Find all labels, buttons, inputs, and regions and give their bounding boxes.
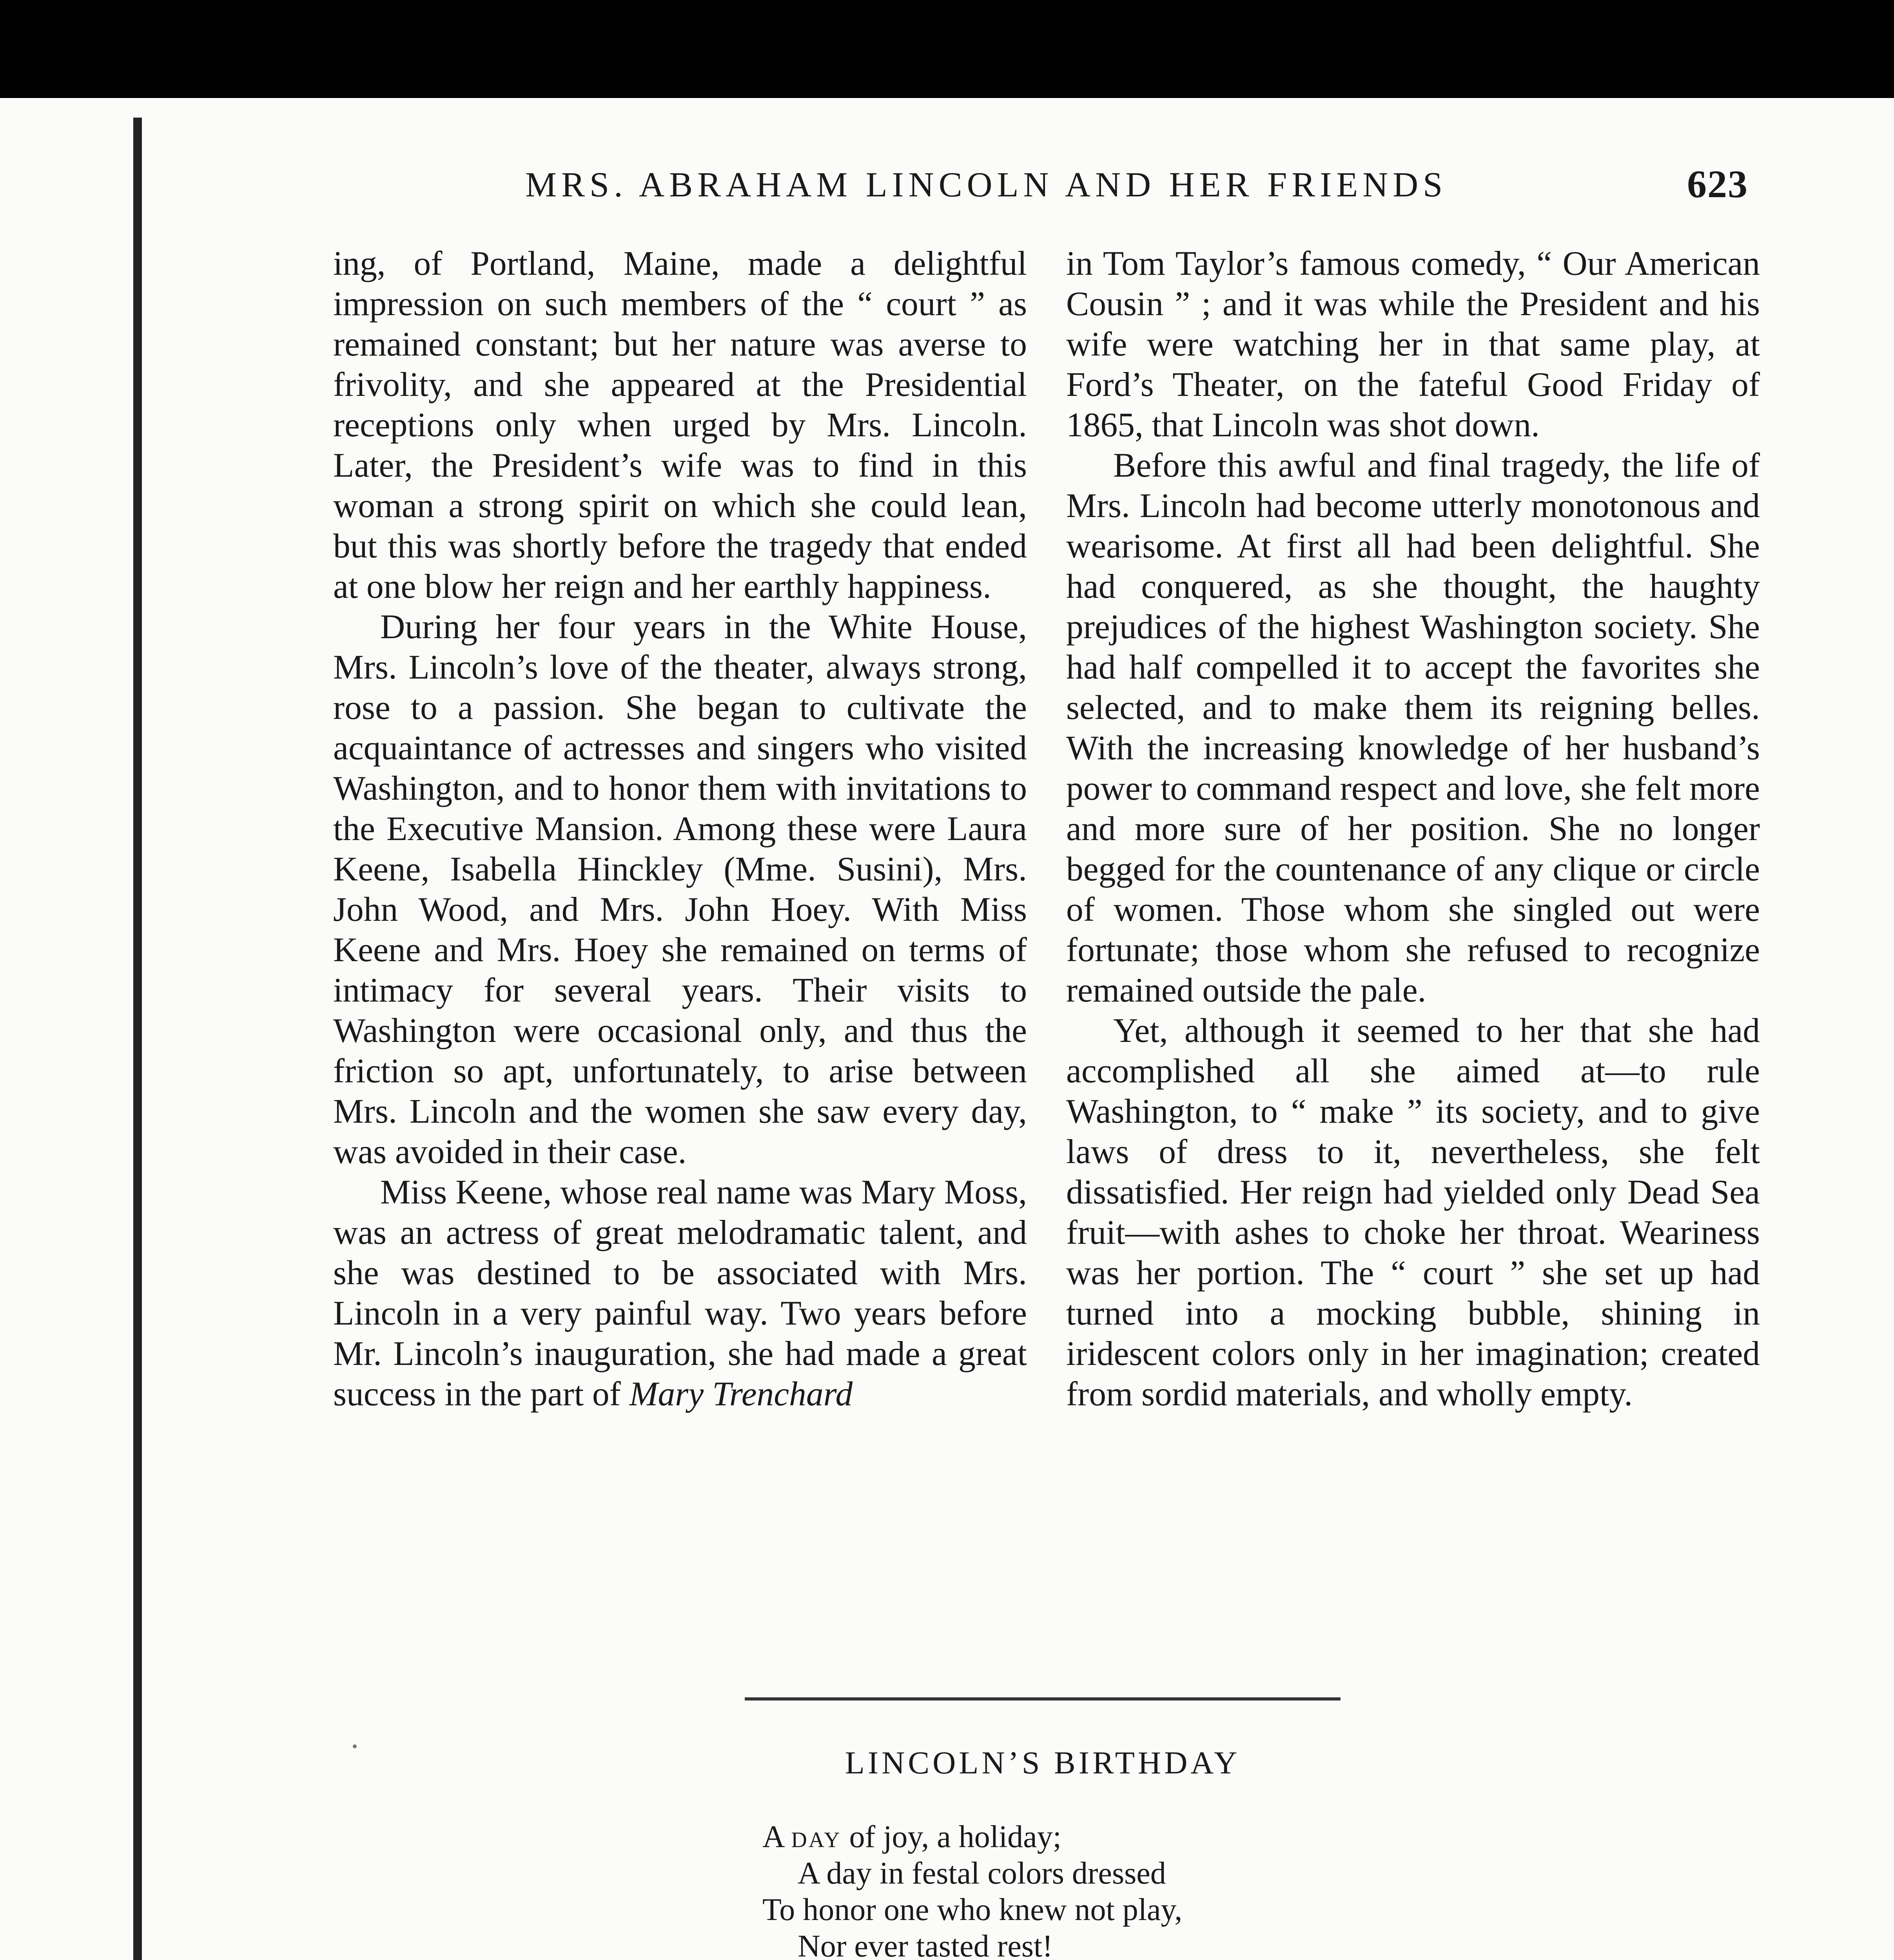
scan-top-border <box>0 0 1894 98</box>
poem-line: To honor one who knew not play, <box>762 1893 1183 1927</box>
binding-edge <box>133 118 142 1960</box>
page-number: 623 <box>1687 162 1748 206</box>
poem-line: Nor ever tasted rest! <box>798 1929 1053 1960</box>
paragraph: ing, of Portland, Maine, made a delightful impression on such members of the “ court ” as remained constant; but her nature was averse to frivolity, and she appeared at the Presidential receptions only when urged by Mrs. Lincoln. Later, the President’s wife was to find in this woman a strong spirit on which she could lean, but this was shortly before the tragedy that ended at one blow her reign and her earthly happiness. <box>333 244 1027 605</box>
poem-line: A day in festal colors dressed <box>798 1856 1166 1891</box>
stanza <box>762 1819 1703 1960</box>
book-page <box>0 98 1894 1960</box>
poem-text: of joy, a holiday; <box>841 1820 1061 1854</box>
poem <box>762 1819 1703 1960</box>
paragraph: Yet, although it seemed to her that she had accomplished all she aimed at—to rule Washington, to “ make ” its society, and to give laws of dress to it, nevertheless, she felt dissatisfied. Her reign had yielded only Dead Sea fruit—with ashes to choke her throat. Weariness was her portion. The “ court ” she set up had turned into a mocking bubble, shining in iridescent colors only in her imagination; created from sordid materials, and wholly empty. <box>1066 1011 1760 1413</box>
paragraph <box>333 1172 1027 1414</box>
paper-speck <box>353 1744 357 1748</box>
small-caps-word: day <box>791 1820 842 1854</box>
left-column <box>333 243 1027 1414</box>
poem-word: A <box>762 1820 784 1854</box>
running-head <box>525 162 1748 227</box>
poem-title: LINCOLN’S BIRTHDAY <box>845 1745 1241 1780</box>
section-divider <box>745 1697 1341 1700</box>
paragraph: During her four years in the White House, Mrs. Lincoln’s love of the theater, always strong, rose to a passion. She began to cultivate the acquaintance of actresses and singers who visited Washington, and to honor them with invitations to the Executive Mansion. Among these were Laura Keene, Isabella Hinckley (Mme. Susini), Mrs. John Wood, and Mrs. John Hoey. With Miss Keene and Mrs. Hoey she remained on terms of intimacy for several years. Their visits to Washington were occasional only, and thus the friction so apt, unfortunately, to arise between Mrs. Lincoln and the women she saw every day, was avoided in their case. <box>333 608 1027 1171</box>
running-title: MRS. ABRAHAM LINCOLN AND HER FRIENDS <box>525 165 1448 204</box>
paragraph: Before this awful and final tragedy, the life of Mrs. Lincoln had become utterly monotonous and wearisome. At first all had been delightful. She had conquered, as she thought, the haughty prejudices of the highest Washington society. She had half compelled it to accept the favorites she selected, and to make them its reigning belles. With the increasing knowledge of her husband’s power to command respect and love, she felt more and more sure of her position. She no longer begged for the countenance of any clique or circle of women. Those whom she singled out were fortunate; those whom she refused to recognize remained outside the pale. <box>1066 446 1760 1009</box>
right-column <box>1066 243 1760 1414</box>
paragraph-text: Miss Keene, whose real name was Mary Moss, was an actress of great melodramatic talent, and she was destined to be associated with Mrs. Lincoln in a very painful way. Two years before Mr. Lincoln’s inauguration, she had made a great success in the part of <box>333 1173 1027 1413</box>
italic-role-name: Mary Trenchard <box>629 1375 853 1413</box>
paragraph: in Tom Taylor’s famous comedy, “ Our American Cousin ” ; and it was while the President and his wife were watching her in that same play, at Ford’s Theater, on the fateful Good Friday of 1865, that Lincoln was shot down. <box>1066 244 1760 444</box>
poem-line <box>762 1819 1703 1855</box>
